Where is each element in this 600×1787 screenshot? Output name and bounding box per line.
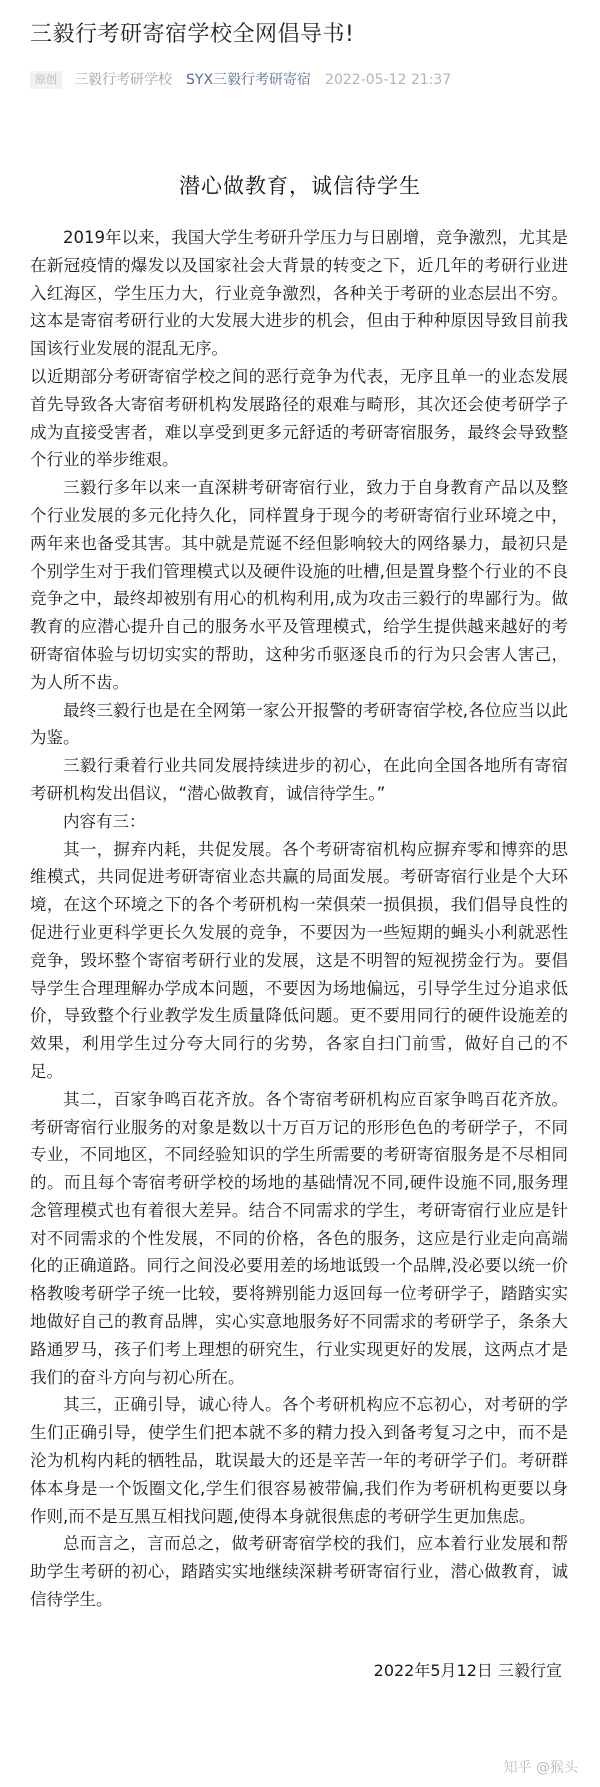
paragraph-intro: 2019年以来，我国大学生考研升学压力与日剧增，竞争激烈，尤其是在新冠疫情的爆发以及国家社会大背景的转变之下，近几年的考研行业进入红海区，学生压力大，行业竞争激烈，各种关于考研的业态层出不穷。这本是寄宿考研行业的大发展大进步的机会，但由于种种原因导致目前我国该行业发展的混乱无序。 xyxy=(30,228,568,359)
zhihu-watermark: 知乎 @猴头 xyxy=(503,1760,578,1776)
paragraph-point-one: 其一，摒弃内耗，共促发展。各个考研寄宿机构应摒弃零和博弈的思维模式，共同促进考研寄宿业态共赢的局面发展。考研寄宿行业是个大环境，在这个环境之下的各个考研机构一荣俱荣一损俱损，我们倡导良性的促进行业更科学更长久发展的竞争，不要因为一些短期的蝇头小利就恶性竞争，毁坏整个寄宿考研行业的发展，这是不明智的短视捞金行为。要倡导学生合理理解办学成本问题，不要因为场地偏远，引导学生过分追求低价，导致整个行业教学发生质量降低问题。更不要用同行的硬件设施差的效果，利用学生过分夸大同行的劣势，各家自扫门前雪，做好自己的不足。 xyxy=(30,839,568,1081)
author-link[interactable]: SYX三毅行考研寄宿 xyxy=(186,72,312,88)
paragraph-point-three: 其三，正确引导，诚心待人。各个考研机构应不忘初心，对考研的学生们正确引导，使学生们把本就不多的精力投入到备考复习之中，而不是沦为机构内耗的牺牲品，耽误最大的还是辛苦一年的考研学子们。考研群体本身是一个饭圈文化,学生们很容易被带偏,我们作为考研机构更要以身作则,而不是互黑互相找问题,使得本身就很焦虑的考研学生更加焦虑。 xyxy=(30,1395,568,1526)
article xyxy=(0,20,600,1684)
publish-date: 2022-05-12 21:37 xyxy=(325,72,452,88)
article-meta xyxy=(24,70,576,90)
paragraph-competition: 以近期部分考研寄宿学校之间的恶行竞争为代表，无序且单一的业态发展首先导致各大寄宿考研机构发展路径的艰难与畸形，其次还会使考研学子成为直接受害者，难以享受到更多元舒适的考研寄宿服务，最终会导致整个行业的举步维艰。 xyxy=(30,366,568,470)
signature: 2022年5月12日 三毅行宣 xyxy=(373,1660,562,1680)
original-badge: 原创 xyxy=(30,71,62,89)
paragraph-police-report: 最终三毅行也是在全网第一家公开报警的考研寄宿学校,各位应当以此为鉴。 xyxy=(30,700,568,748)
paragraph-point-two: 其二，百家争鸣百花齐放。各个寄宿考研机构应百家争鸣百花齐放。考研寄宿行业服务的对象是数以十万百万记的形形色色的考研学子，不同专业，不同地区，不同经验知识的学生所需要的考研寄宿服务是不尽相同的。而且每个寄宿考研学校的场地的基础情况不同,硬件设施不同,服务理念管理模式也有着很大差异。结合不同需求的学生，考研寄宿行业应是针对不同需求的个性发展，不同的价格，各色的服务，这应是行业走向高端化的正确道路。同行之间没必要用差的场地诋毁一个品牌,没必要以统一价格教唆考研学子统一比较，要将辨别能力返回每一位考研学子，踏踏实实地做好自己的教育品牌，实心实意地服务好不同需求的考研学子，条条大路通罗马，孩子们考上理想的研究生，行业实现更好的发展，这两点才是我们的奋斗方向与初心所在。 xyxy=(30,1089,568,1387)
article-headline: 潜心做教育，诚信待学生 xyxy=(179,174,421,198)
account-name-link[interactable]: 三毅行考研学校 xyxy=(74,72,172,88)
article-title: 三毅行考研寄宿学校全网倡导书! xyxy=(30,22,355,47)
paragraph-initiative: 三毅行秉着行业共同发展持续进步的初心，在此向全国各地所有寄宿考研机构发出倡议，“潜心做教育，诚信待学生。” xyxy=(30,756,568,803)
article-body xyxy=(24,224,576,1614)
paragraph-conclusion: 总而言之，言而总之，做考研寄宿学校的我们，应本着行业发展和帮助学生考研的初心，踏踏实实地继续深耕考研寄宿行业，潜心做教育，诚信待学生。 xyxy=(30,1534,568,1610)
paragraph-contents-heading: 内容有三： xyxy=(63,811,146,831)
paragraph-sanyixing: 三毅行多年以来一直深耕考研寄宿行业，致力于自身教育产品以及整个行业发展的多元化持久化，同样置身于现今的考研寄宿行业环境之中，两年来也备受其害。其中就是荒诞不经但影响较大的网络暴力，最初只是个别学生对于我们管理模式以及硬件设施的吐槽,但是置身整个行业的不良竞争之中，最终却被别有用心的机构利用,成为攻击三毅行的卑鄙行为。做教育的应潜心提升自己的服务水平及管理模式，给学生提供越来越好的考研寄宿体验与切切实实的帮助，这种劣币驱逐良币的行为只会害人害己，为人所不齿。 xyxy=(30,478,568,692)
